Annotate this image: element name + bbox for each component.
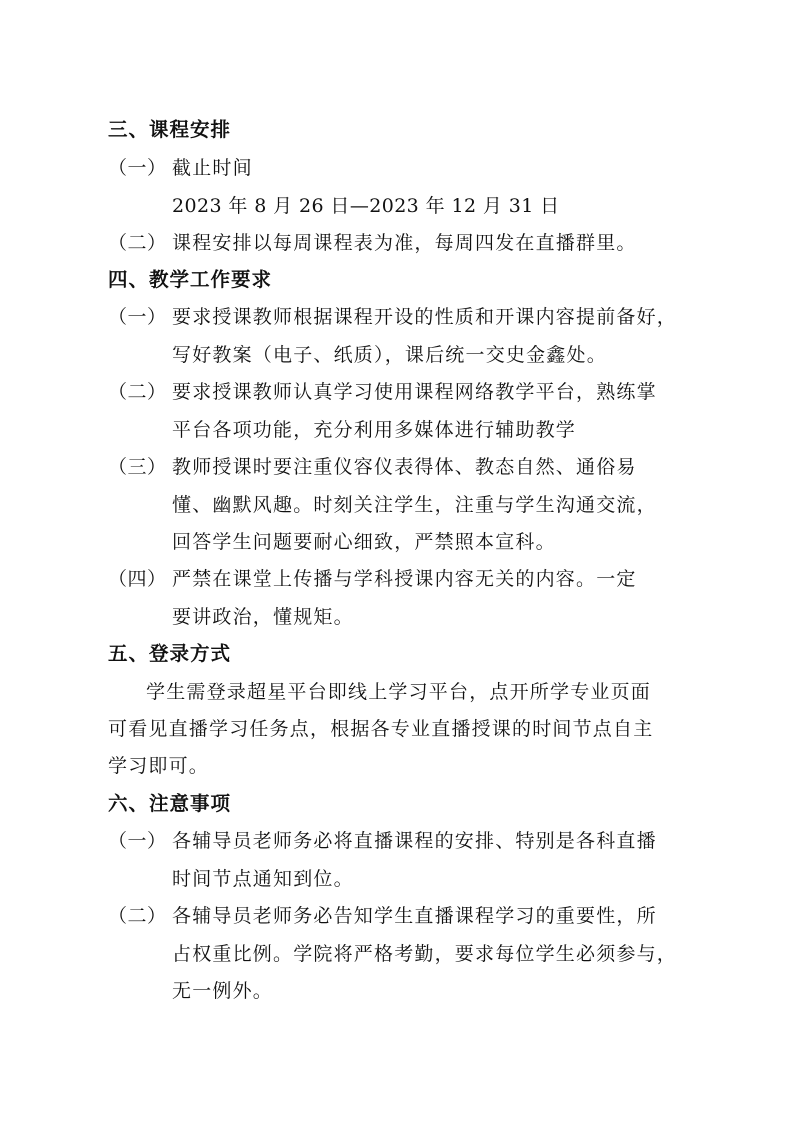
- requirement-4-line-2: 要讲政治，懂规矩。: [172, 606, 354, 628]
- section-heading-login-method: 五、登录方式: [108, 642, 232, 665]
- deadline-dates: 2023 年 8 月 26 日—2023 年 12 月 31 日: [172, 195, 560, 217]
- note-2-line-3: 无一例外。: [172, 980, 274, 1002]
- login-paragraph-line-3: 学习即可。: [108, 755, 210, 777]
- item-marker: （二）: [108, 905, 167, 927]
- section-heading-teaching-requirements: 四、教学工作要求: [108, 268, 273, 291]
- note-2-line-2: 占权重比例。学院将严格考勤，要求每位学生必须参与，: [172, 943, 678, 965]
- requirement-2-line-1: 要求授课教师认真学习使用课程网络教学平台，熟练掌: [172, 381, 657, 403]
- requirement-1-line-2: 写好教案（电子、纸质），课后统一交史金鑫处。: [172, 344, 607, 366]
- item-title-deadline: 截止时间: [172, 157, 253, 179]
- requirement-3-line-1: 教师授课时要注重仪容仪表得体、教态自然、通俗易: [172, 456, 637, 478]
- item-marker: （一）: [108, 306, 167, 328]
- note-1-line-1: 各辅导员老师务必将直播课程的安排、特别是各科直播: [172, 830, 657, 852]
- item-marker: （四）: [108, 568, 167, 590]
- login-paragraph-line-2: 可看见直播学习任务点，根据各专业直播授课的时间节点自主: [108, 718, 654, 740]
- item-marker: （二）: [108, 381, 167, 403]
- item-marker: （一）: [108, 157, 167, 179]
- section-heading-notes: 六、注意事项: [108, 792, 232, 815]
- login-paragraph-line-1: 学生需登录超星平台即线上学习平台，点开所学专业页面: [146, 681, 652, 703]
- item-marker: （一）: [108, 830, 167, 852]
- section-heading-course-schedule: 三、课程安排: [108, 118, 232, 141]
- requirement-2-line-2: 平台各项功能，充分利用多媒体进行辅助教学: [172, 419, 577, 441]
- requirement-3-line-3: 回答学生问题要耐心细致，严禁照本宣科。: [172, 531, 556, 553]
- item-text-schedule-rule: 课程安排以每周课程表为准，每周四发在直播群里。: [172, 232, 637, 254]
- item-marker: （三）: [108, 456, 167, 478]
- note-1-line-2: 时间节点通知到位。: [172, 868, 354, 890]
- note-2-line-1: 各辅导员老师务必告知学生直播课程学习的重要性，所: [172, 905, 657, 927]
- requirement-3-line-2: 懂、幽默风趣。时刻关注学生，注重与学生沟通交流，: [172, 494, 657, 516]
- item-marker: （二）: [108, 232, 167, 254]
- requirement-1-line-1: 要求授课教师根据课程开设的性质和开课内容提前备好，: [172, 306, 678, 328]
- requirement-4-line-1: 严禁在课堂上传播与学科授课内容无关的内容。一定: [172, 568, 637, 590]
